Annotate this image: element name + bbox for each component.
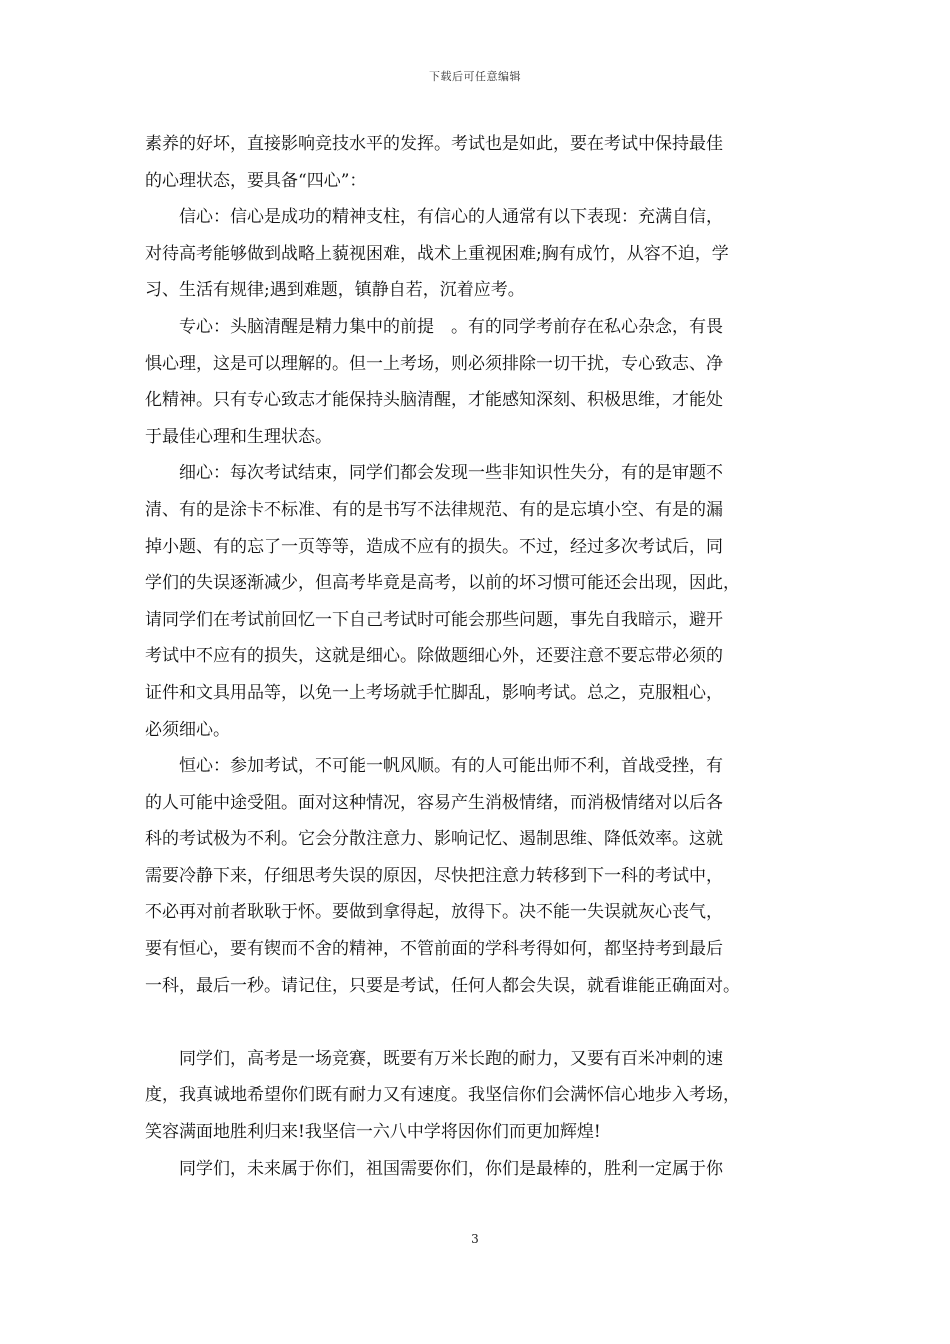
text-line: 的人可能中途受阻。面对这种情况，容易产生消极情绪，而消极情绪对以后各 — [145, 792, 723, 813]
text-line: 科的考试极为不利。它会分散注意力、影响记忆、遏制思维、降低效率。这就 — [145, 829, 723, 850]
text-line: 于最佳心理和生理状态。 — [145, 426, 332, 447]
text-line: 度，我真诚地希望你们既有耐力又有速度。我坚信你们会满怀信心地步入考场， — [145, 1085, 740, 1106]
paragraph-spacer — [145, 1004, 805, 1041]
text-line: 必须细心。 — [145, 719, 230, 740]
paragraph-focus: 专心：头脑清醒是精力集中的前提 。有的同学考前存在私心杂念，有畏 — [145, 316, 723, 337]
text-line: 不必再对前者耿耿于怀。要做到拿得起，放得下。决不能一失误就灰心丧气， — [145, 902, 723, 923]
paragraph-perseverance: 恒心：参加考试，不可能一帆风顺。有的人可能出师不利，首战受挫，有 — [145, 756, 723, 777]
page-number: 3 — [471, 1232, 479, 1246]
paragraph-faith: 信心：信心是成功的精神支柱，有信心的人通常有以下表现：充满自信， — [145, 207, 723, 228]
text-line: 惧心理，这是可以理解的。但一上考场，则必须排除一切干扰，专心致志、净 — [145, 353, 723, 374]
paragraph-carefulness: 细心：每次考试结束，同学们都会发现一些非知识性失分，有的是审题不 — [145, 463, 723, 484]
document-body — [145, 126, 805, 1187]
text-line: 化精神。只有专心致志才能保持头脑清醒，才能感知深刻、积极思维，才能处 — [145, 390, 723, 411]
text-line: 清、有的是涂卡不标准、有的是书写不法律规范、有的是忘填小空、有是的漏 — [145, 499, 723, 520]
text-line: 一科，最后一秒。请记住，只要是考试，任何人都会失误，就看谁能正确面对。 — [145, 975, 740, 996]
text-line: 需要冷静下来，仔细思考失误的原因，尽快把注意力转移到下一科的考试中， — [145, 865, 723, 886]
text-line: 要有恒心，要有锲而不舍的精神，不管前面的学科考得如何，都坚持考到最后 — [145, 939, 723, 960]
text-line: 考试中不应有的损失，这就是细心。除做题细心外，还要注意不要忘带必须的 — [145, 646, 723, 667]
page-header: 下载后可任意编辑 — [429, 70, 521, 83]
text-line: 学们的失误逐渐减少，但高考毕竟是高考，以前的坏习惯可能还会出现，因此， — [145, 573, 740, 594]
text-line: 请同学们在考试前回忆一下自己考试时可能会那些问题，事先自我暗示，避开 — [145, 609, 723, 630]
text-line: 对待高考能够做到战略上藐视困难，战术上重视困难;胸有成竹，从容不迫，学 — [145, 243, 729, 264]
text-line: 证件和文具用品等，以免一上考场就手忙脚乱，影响考试。总之，克服粗心， — [145, 682, 723, 703]
text-line: 习、生活有规律;遇到难题，镇静自若，沉着应考。 — [145, 280, 525, 301]
paragraph-closing: 同学们，高考是一场竞赛，既要有万米长跑的耐力，又要有百米冲刺的速 — [145, 1048, 723, 1069]
text-line: 掉小题、有的忘了一页等等，造成不应有的损失。不过，经过多次考试后，同 — [145, 536, 723, 557]
paragraph-final: 同学们，未来属于你们，祖国需要你们，你们是最棒的，胜利一定属于你 — [145, 1158, 723, 1179]
text-line: 的心理状态，要具备“四心”： — [145, 170, 367, 191]
text-line: 笑容满面地胜利归来!我坚信一六八中学将因你们而更加辉煌! — [145, 1122, 601, 1143]
text-line: 素养的好坏，直接影响竞技水平的发挥。考试也是如此，要在考试中保持最佳 — [145, 134, 723, 154]
